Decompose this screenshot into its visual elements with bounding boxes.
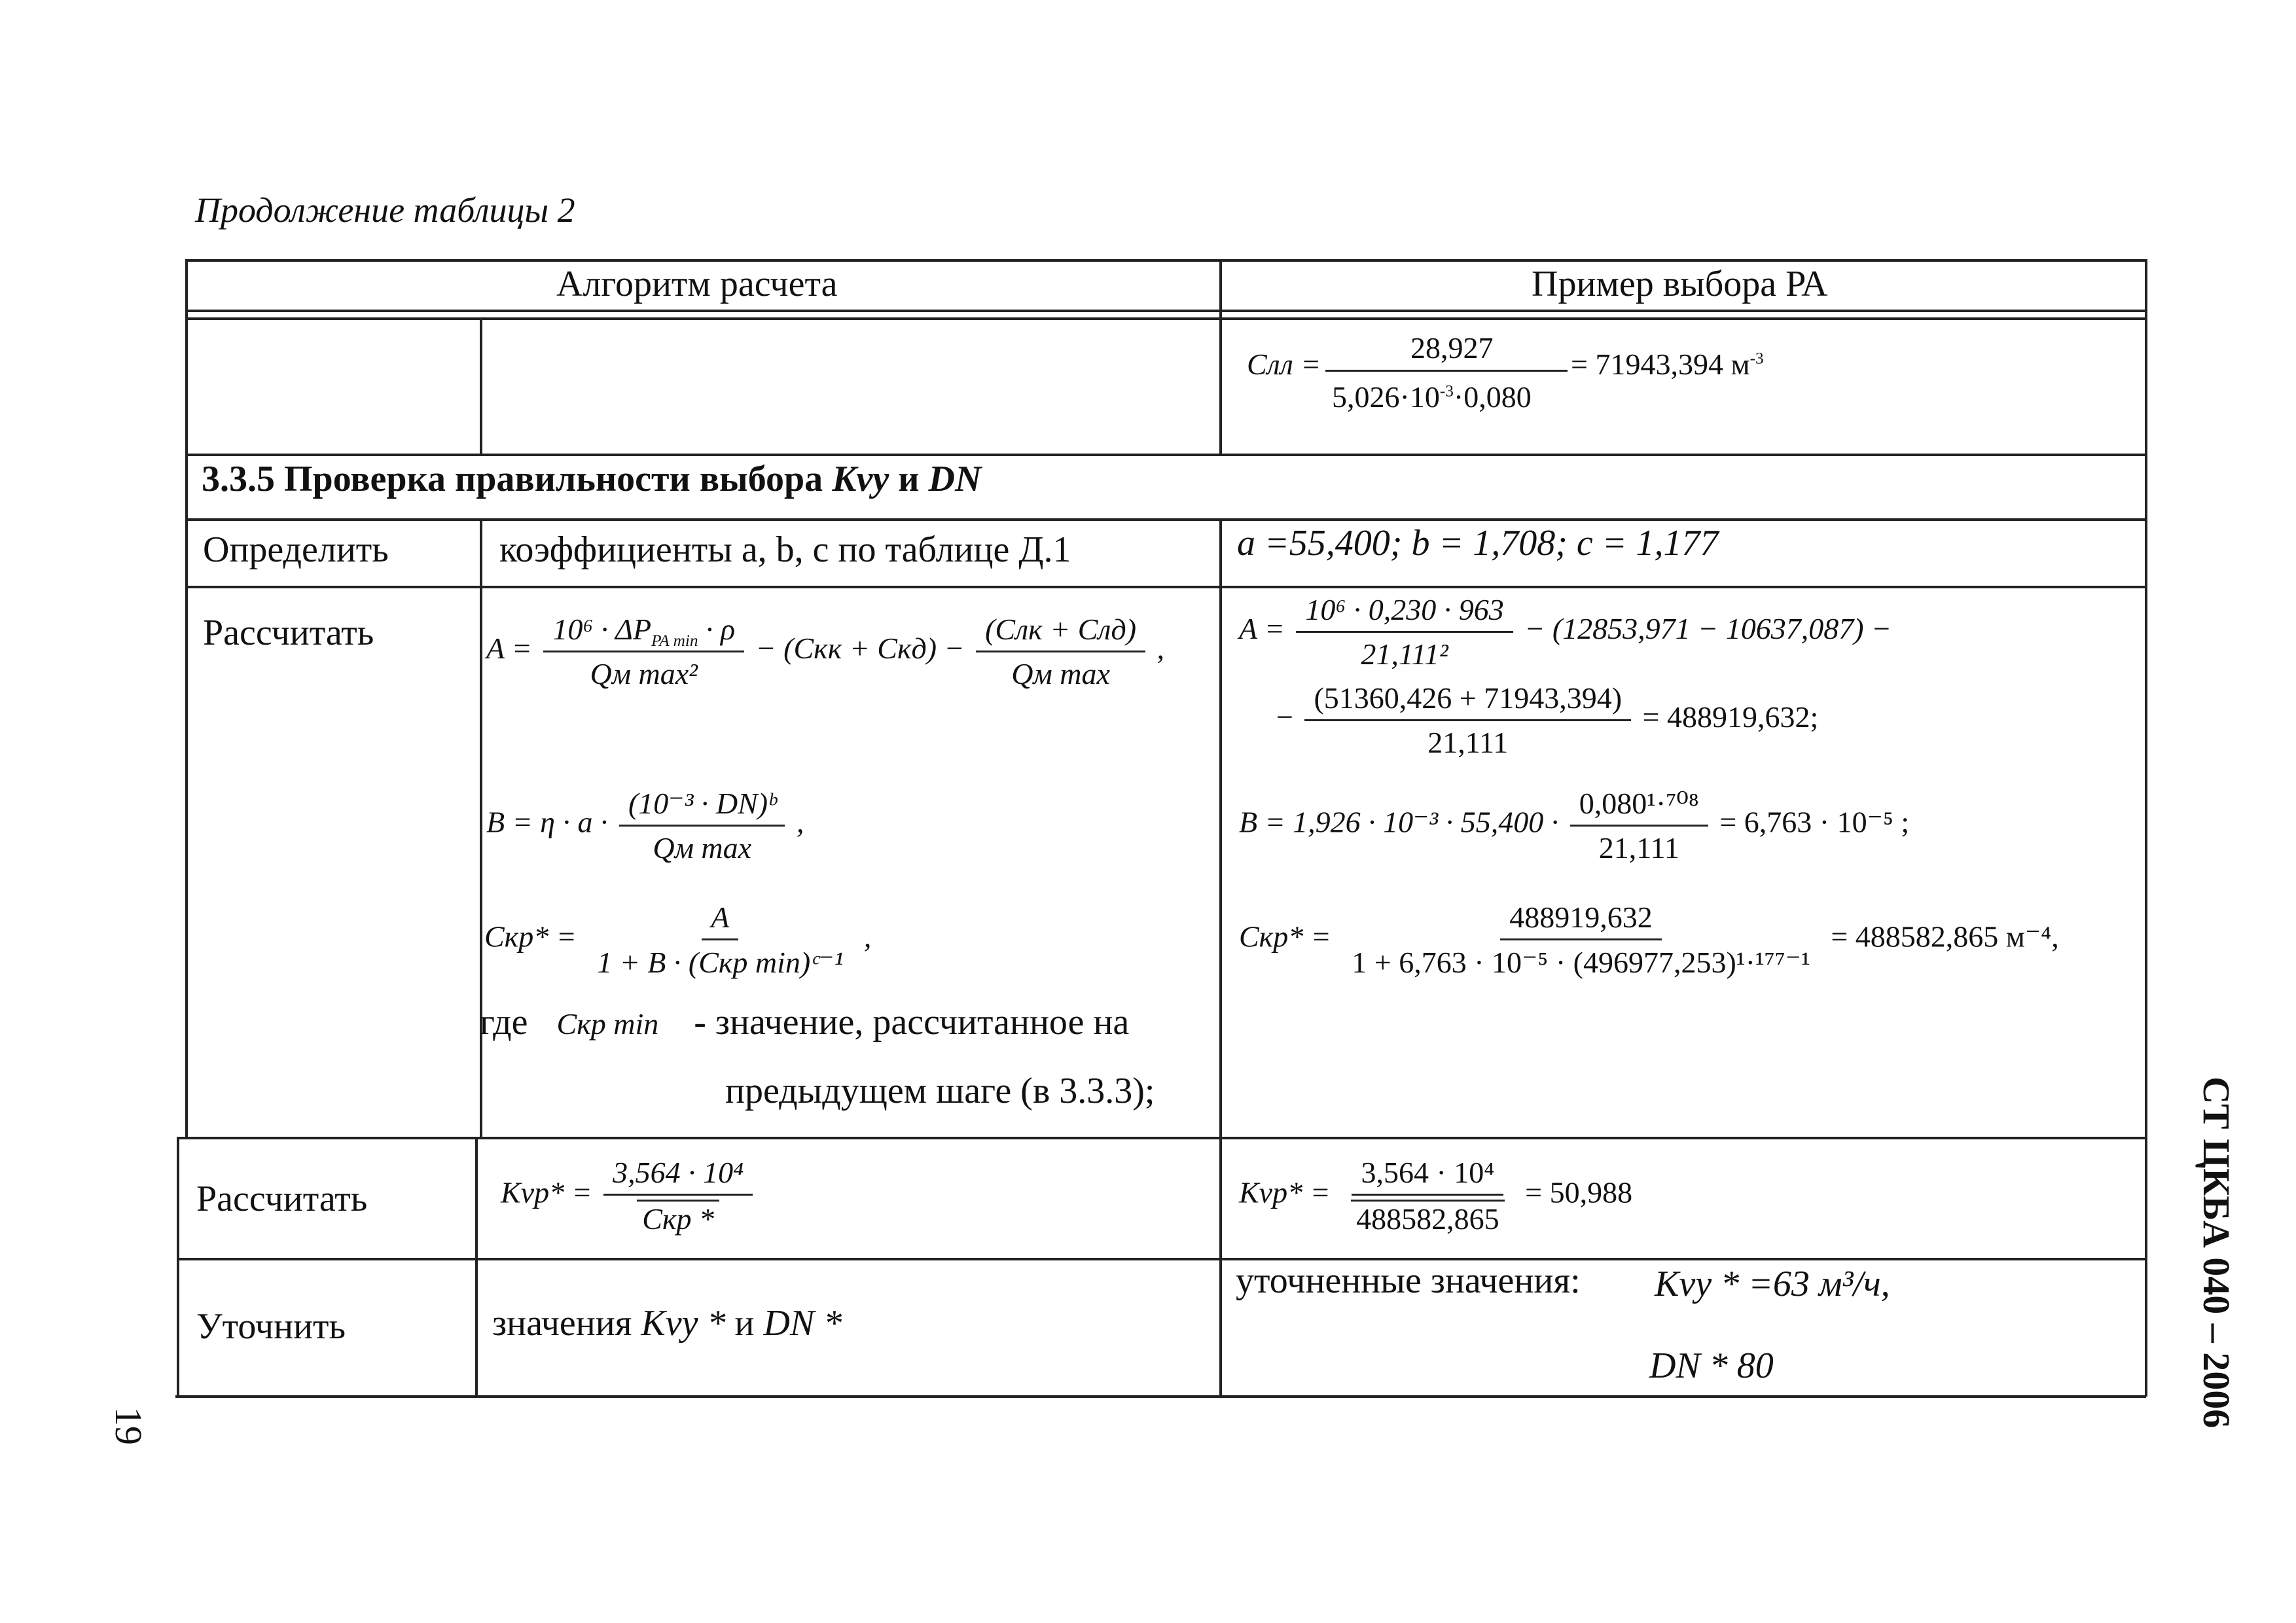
cll-lhs: Cлл = (1247, 348, 1321, 381)
formula-ckr: Cкр* = $\frac{A}{\text{1 + B · (Cкр min)ᶜ⁻¹}}$ , (484, 901, 872, 979)
action-calculate-2: Рассчитать (196, 1179, 368, 1219)
where-line: где Cкр min - значение, рассчитанное на (480, 1002, 1130, 1043)
header-algorithm: Алгоритм расчета (556, 264, 838, 304)
action-define: Определить (203, 529, 389, 570)
action-refine: Уточнить (196, 1306, 346, 1347)
formula-a: A = $\frac{10^6 \cdot \Delta P_{PA min} \cdot \rho}{\text{Qм max²}}$ − (Cкк + Cкд) − $\frac{\text{(Cлк + Cлд)}}{\text{Qм max}}$ , (486, 613, 1165, 690)
document-code: СТ ЦКБА 040 – 2006 (2195, 1077, 2238, 1429)
where-line-2: предыдущем шаге (в 3.3.3); (725, 1071, 1155, 1111)
example-kvp: Kvp* = $\frac{\text{3,564 · 10⁴}}{488582,865}$ = 50,988 (1239, 1156, 1633, 1236)
section-heading: 3.3.5 Проверка правильности выбора Kvy и DN (202, 459, 982, 499)
refine-example-dn: DN * 80 (1649, 1346, 1774, 1386)
refine-example-kvy: Kvy * =63 м³/ч, (1655, 1264, 1890, 1304)
table-caption: Продолжение таблицы 2 (195, 190, 575, 230)
define-example: a =55,400; b = 1,708; c = 1,177 (1237, 523, 1719, 563)
example-ckr: Cкр* = $\frac{488919,632}{\text{1 + 6,763 · 10⁻⁵ · (496977,253)¹·¹⁷⁷⁻¹}}$ = 488582,865 м⁻⁴, (1239, 901, 2059, 979)
cll-fraction-bar (1325, 370, 1568, 372)
define-text: коэффициенты a, b, c по таблице Д.1 (499, 529, 1071, 570)
cll-result: = 71943,394 $м^{-3}$ (1571, 348, 1764, 381)
refine-example-label: уточненные значения: (1236, 1260, 1581, 1301)
action-calculate-1: Рассчитать (203, 613, 374, 653)
example-a: A = $\frac{\text{10⁶ · 0,230 · 963}}{\text{21,111²}}$ − (12853,971 − 10637,087) − (1239, 593, 1892, 671)
cll-numerator: 28,927 (1410, 331, 1494, 365)
example-a-2: − $\frac{(51360,426 + 71943,394)}{21,111}$ = 488919,632; (1276, 681, 1819, 759)
formula-kvp: Kvp* = $\frac{\text{3,564 · 10⁴}}{\text{Cкр *}}$ (501, 1155, 757, 1236)
refine-text: значения Kvy * и DN * (492, 1303, 842, 1344)
header-example: Пример выбора РА (1532, 264, 1828, 304)
page-number: 19 (107, 1407, 150, 1445)
example-b: B = 1,926 · 10⁻³ · 55,400 · $\frac{\text{0,080¹·⁷⁰⁸}}{21,111}$ = 6,763 · 10⁻⁵ ; (1239, 787, 1910, 865)
cll-denominator: $5,026\cdot 10^{-3}\cdot 0,080$ (1332, 380, 1532, 414)
formula-b: B = η · a · $\frac{\text{(10⁻³ · DN)ᵇ}}{\text{Qм max}}$ , (486, 787, 804, 865)
